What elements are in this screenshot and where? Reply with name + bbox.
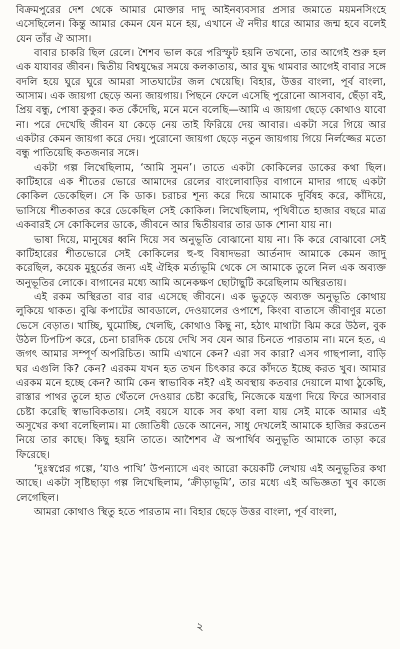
paragraph-5: এই রকম অস্থিরতা বার বার এসেছে জীবনে। এক ভুতুড়ে অব্যক্ত অনুভূতি কোথায় লুকিয়ে থাকত। বুঝি কপাটের আবডালে, দেওয়ালের ওপাশে, কিংবা বাতাসে জীবাণুর মতো ভেসে বেড়াত। খাচ্ছি, ঘুমোচ্ছি, খেলছি, কোথাও কিছু না, হঠাৎ মাথাটা ঝিম করে উঠল, বুক উঠল ঢিপঢিপ করে, চেনা চারদিক চেয়ে দেখি সব যেন আর চিনতে পারতাম না। মনে হত, এ জগৎ আমার সম্পূর্ণ অপরিচিত। আমি এখানে কেন? এরা সব কারা? এসব গাছপালা, বাড়ি ঘর এগুলি কি? কেন? এরকম যখন হত তখন চিৎকার করে কাঁদতে ইচ্ছে করত খুব। আমার এরকম মনে হচ্ছে কেন? আমি কেন স্বাভাবিক নই? এই অবস্থায় কতবার দেয়ালে মাথা ঠুকেছি, রাস্তার পাথর তুলে হাত থেঁতলে দেওয়ার চেষ্টা করেছি, নিজেকে যন্ত্রণা দিয়ে ফিরে আসবার চেষ্টা করেছি স্বাভাবিকতায়। সেই বয়সে যাকে সব কথা বলা যায় সেই মাকে আমার এই অসুখের কথা বলেছিলাম। মা জোতিষী ডেকে আনেন, সাধু দেখলেই আমাকে হাজির করতেন নিয়ে তার কাছে। কিছু হয়নি তাতে। আশৈশব ঐ অপার্থিব অনুভূতি আমাকে তাড়া করে ফিরেছে। xyxy=(16,291,386,461)
paragraph-1: বিক্রমপুরের দেশ থেকে আমার মোক্তার দাদু আইনব্যবসার প্রসার জমাতে ময়মনসিংহে এসেছিলেন। কিন্তু আমার কেমন যেন মনে হয়, এখানে ঐ নদীর ধারে আমার জন্ম হবে বলেই যেন তাঁর ঐ আসা। xyxy=(16,5,386,45)
paragraph-4: ভাষা দিয়ে, মানুষের ধ্বনি দিয়ে সব অনুভূতি বোঝানো যায় না। কি করে বোঝাবো সেই কাটিহারের শীতভোরে সেই কোকিলের হু-হু বিষাদভরা আর্তনাদ আমাকে কেমন জাদু করেছিল, কয়েক মুহূর্তের জন্য এই ঐহিক মর্ত্যভূমি থেকে সে আমাকে তুলে নিল এক অব্যক্ত অনুভূতির লোকে। বাগানের মধ্যে আমি অনেকক্ষণ ছোটাছুটি করেছিলাম অস্থিরতায়। xyxy=(16,234,386,289)
paragraph-2: বাবার চাকরি ছিল রেলে। শৈশব ভাল করে পরিস্ফুট হয়নি তখনো, তার আগেই শুরু হল এক যাযাবর জীবন। দ্বিতীয় বিশ্বযুদ্ধের সময়ে কলকাতায়, আর যুদ্ধ থামবার আগেই বাবার সঙ্গে বদলি হয়ে ঘুরে ঘুরে আমরা সাতঘাটের জল খেয়েছি। বিহার, উত্তর বাংলা, পূর্ব বাংলা, আসাম। এক জায়গা ছেড়ে অন্য জায়গায়। পিছনে ফেলে এসেছি পুরোনো আসবাব, ছেঁড়া বই, প্রিয় বন্ধু, পোষা কুকুর। কত কেঁদেছি, মনে মনে বলেছি—আমি এ জায়গা ছেড়ে কোথাও যাবো না। পরে দেখেছি জীবন যা কেড়ে নেয় তাই ফিরিয়ে দেয় আবার। একটা সরে গিয়ে আর একটার কেমন জায়গা করে দেয়। পুরোনো জায়গা ছেড়ে নতুন জায়গায় গিয়ে নির্লজ্জের মতো বন্ধু পাতিয়েছি কতজনার সঙ্গে। xyxy=(16,48,386,160)
page-number: ২ xyxy=(196,620,204,633)
paragraph-3: একটা গল্প লিখেছিলাম, ‘আমি সুমন’। তাতে একটা কোকিলের ডাকের কথা ছিল। কাটিহারে এক শীতের ভোরে আমাদের রেলের বাংলোবাড়ির বাগানে মাদার গাছে একটা কোকিল ডেকেছিল। সে কি ডাক। চরাচর শূন্য করে দিয়ে আমাকে দুর্বিষহ করে, কাঁদিয়ে, ভাসিয়ে শীতকাতর করে ডেকেছিল সেই কোকিল। লিখেছিলাম, পৃথিবীতে হাজার বছরে মাত্র একবারই সে কোকিলের ডাকে, জীবনে আর দ্বিতীয়বার তার ডাক শোনা যায় না। xyxy=(16,162,386,232)
paragraph-6: ‘দুঃস্বপ্নের গল্পে, ‘যাও পাখি’ উপন্যাসে এবং আরো কয়েকটি লেখায় এই অনুভূতির কথা আছে। একটা সৃষ্টিছাড়া গল্প লিখেছিলাম, ‘ক্রীড়াভূমি’, তার মধ্যে এই অভিজ্ঞতা খুব কাজে লেগেছিল। xyxy=(16,464,386,504)
paragraph-7: আমরা কোথাও স্থিতু হতে পারতাম না। বিহার ছেড়ে উত্তর বাংলা, পূর্ব বাংলা, xyxy=(34,507,337,519)
